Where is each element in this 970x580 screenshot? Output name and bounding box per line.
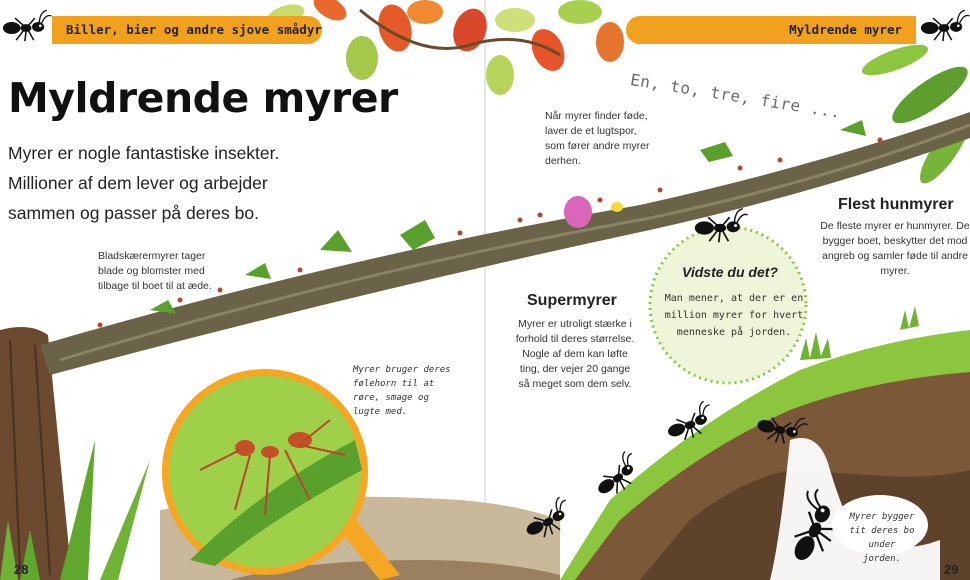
females-body: De fleste myrer er hunmyrer. De bygger boet, beskytter det mod angreb og samler føde til andre myrer. bbox=[820, 220, 970, 277]
females-heading: Flest hunmyrer bbox=[838, 196, 954, 213]
page-title: Myldrende myrer bbox=[8, 74, 398, 122]
caption-antennae: Myrer bruger deres følehorn til at røre, smage og lugte med. bbox=[353, 365, 451, 417]
caption-trail: Når myrer finder føde, laver de et lugtspor, som fører andre myrer derhen. bbox=[545, 110, 650, 167]
intro-text: Myrer er nogle fantastiske insekter. Millioner af dem lever og arbejder sammen og passer på deres bo. bbox=[8, 143, 280, 223]
caption-nest: Myrer bygger tit deres bo under jorden. bbox=[849, 512, 915, 564]
caption-leafcutter: Bladskærermyrer tager blade og blomster med tilbage til boet til at æde. bbox=[98, 250, 212, 292]
left-banner: Biller, bier og andre sjove smådyr bbox=[52, 16, 322, 44]
fact-title: Vidste du det? bbox=[682, 264, 778, 280]
right-banner: Myldrende myrer bbox=[626, 16, 916, 44]
page-number-right: 29 bbox=[944, 562, 959, 577]
page-number-left: 28 bbox=[14, 562, 29, 577]
counting-text: En, to, tre, fire ... bbox=[629, 70, 843, 123]
super-heading: Supermyrer bbox=[527, 292, 617, 309]
fact-body: Man mener, at der er en million myrer for hvert menneske på jorden. bbox=[664, 293, 804, 338]
super-body: Myrer er utroligt stærke i forhold til deres størrelse. Nogle af dem kan løfte ting, der vejer 20 gange så meget som dem selv. bbox=[515, 318, 635, 390]
